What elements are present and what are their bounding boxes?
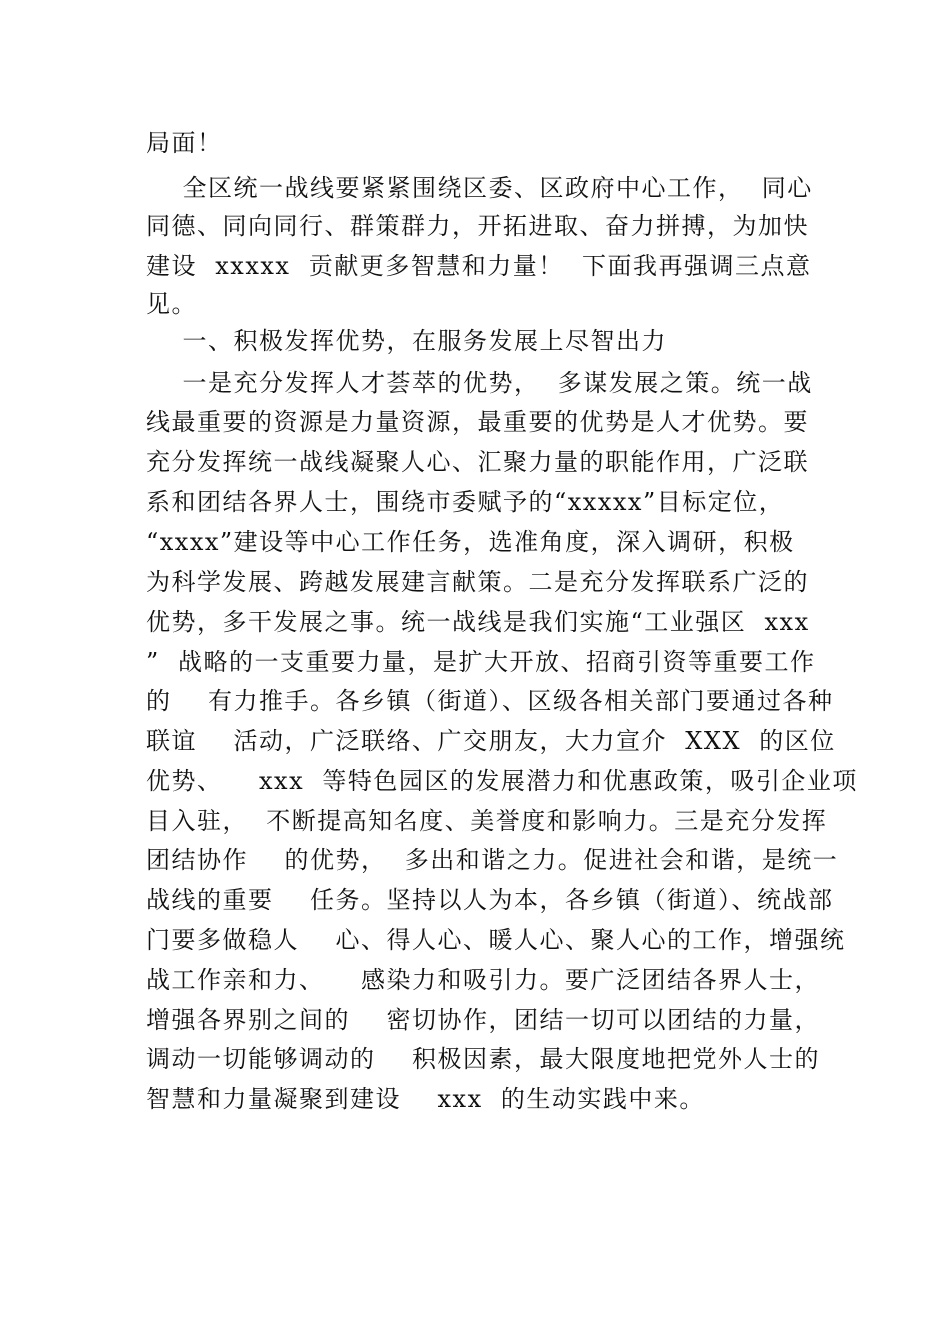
text-line: 局面！ [146, 129, 223, 157]
text-line: 同德、同向同行、群策群力，开拓进取、奋力拼搏，为加快 [146, 212, 809, 240]
text-line: 目入驻， 不断提高知名度、美誉度和影响力。三是充分发挥 [146, 807, 828, 835]
text-line: 优势、 xxx 等特色园区的发展潜力和优惠政策，吸引企业项 [146, 767, 858, 795]
text-line: 联谊 活动，广泛联络、广交朋友，大力宣介 XXX 的区位 [146, 727, 836, 755]
text-line: 增强各界别之间的 密切协作，团结一切可以团结的力量， [146, 1006, 821, 1034]
text-line: 充分发挥统一战线凝聚人心、汇聚力量的职能作用，广泛联 [146, 448, 809, 476]
text-line: 线最重要的资源是力量资源，最重要的优势是人才优势。要 [146, 408, 809, 436]
text-line: 一是充分发挥人才荟萃的优势， 多谋发展之策。统一战 [146, 369, 813, 397]
text-line: 的 有力推手。各乡镇（街道）、区级各相关部门要通过各种 [146, 687, 834, 715]
text-line: 见。 [146, 290, 197, 318]
text-line: 调动一切能够调动的 积极因素，最大限度地把党外人士的 [146, 1045, 821, 1073]
text-line: “xxxx”建设等中心工作任务，选准角度，深入调研，积极 [146, 528, 795, 556]
text-line: 系和团结各界人士，围绕市委赋予的“xxxxx”目标定位， [146, 488, 785, 516]
text-line: 战线的重要 任务。坚持以人为本，各乡镇（街道）、统战部 [146, 886, 834, 914]
text-line: 门要多做稳人 心、得人心、暖人心、聚人心的工作，增强统 [146, 926, 846, 954]
text-line: 团结协作 的优势， 多出和谐之力。促进社会和谐，是统一 [146, 846, 839, 874]
text-line: 建设 xxxxx 贡献更多智慧和力量！ 下面我再强调三点意 [146, 252, 812, 280]
text-line: ” 战略的一支重要力量，是扩大开放、招商引资等重要工作 [146, 648, 816, 676]
section-heading: 一、积极发挥优势，在服务发展上尽智出力 [146, 327, 668, 355]
text-line: 为科学发展、跨越发展建言献策。二是充分发挥联系广泛的 [146, 568, 809, 596]
text-line: 智慧和力量凝聚到建设 xxx 的生动实践中来。 [146, 1085, 705, 1113]
text-line: 优势，多干发展之事。统一战线是我们实施“工业强区 xxx [146, 608, 810, 636]
text-line: 战工作亲和力、 感染力和吸引力。要广泛团结各界人士， [146, 966, 821, 994]
text-line: 全区统一战线要紧紧围绕区委、区政府中心工作， 同心 [146, 174, 813, 202]
